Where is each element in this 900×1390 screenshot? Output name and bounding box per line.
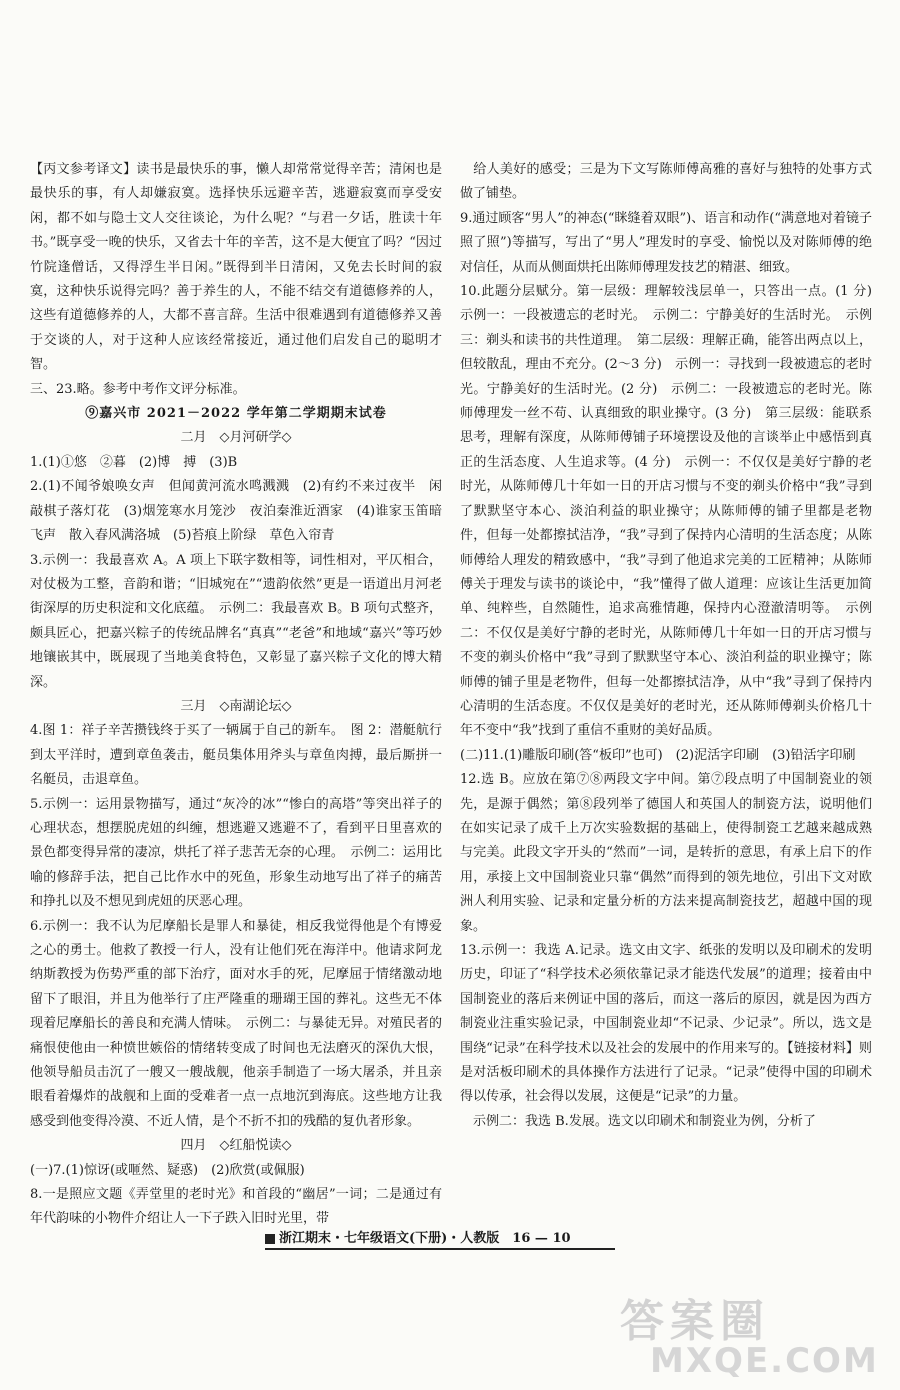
right-column <box>460 158 886 1134</box>
watermark-url: MXQE.COM <box>650 1341 879 1381</box>
square-icon <box>265 1234 275 1244</box>
answer-item: 4.图 1：祥子辛苦攒钱终于买了一辆属于自己的新车。 图 2：潜艇航行到太平洋时，遭到章鱼袭击，艇员集体用斧头与章鱼肉搏，最后厮拼一名艇员，击退章鱼。 <box>30 723 442 788</box>
answer-item: 2.(1)不闻爷娘唤女声 但闻黄河流水鸣溅溅 (2)有约不来过夜半 闲敲棋子落灯花 (3)烟笼寒水月笼沙 夜泊秦淮近酒家 (4)谁家玉笛暗飞声 散入春风满洛城 (5)苔痕上阶绿 草色入帘青 <box>30 479 442 544</box>
paragraph: 【丙文参考译文】读书是最快乐的事，懒人却常常觉得辛苦；清闲也是最快乐的事，有人却嫌寂寞。选择快乐远避辛苦，逃避寂寞而享受安闲，都不如与隐士文人交往谈论，为什么呢？“与君一夕话，胜读十年书。”既享受一晚的快乐，又省去十年的辛苦，这不是大便宜了吗？“因过竹院逢僧话，又得浮生半日闲。”既得到半日清闲，又免去长时间的寂寞，这种快乐说得完吗？善于养生的人，不能不结交有道德修养的人，这些有道德修养的人，大都不喜言辞。生活中很难遇到有道德修养又善于交谈的人，对于这种人应该经常接近，通过他们启发自己的聪明才智。 <box>30 162 442 373</box>
exam-title: ⑨嘉兴市 2021－2022 学年第二学期期末试卷 <box>85 406 387 422</box>
page-footer <box>265 1227 571 1246</box>
watermark-logo: 答案圈 <box>620 1296 770 1347</box>
answer-item: 5.示例一：运用景物描写，通过“灰冷的冰”“惨白的高塔”等突出祥子的心理状态，想摆脱虎妞的纠缠，想逃避又逃避不了，看到平日里喜欢的景色都变得异常的凄凉，烘托了祥子悲苦无奈的心理。 示例二：运用比喻的修辞手法，把自己比作水中的死鱼，形象生动地写出了祥子的痛苦和挣扎以及不想见到虎妞的厌恶心理。 <box>30 796 442 910</box>
answer-item: 6.示例一：我不认为尼摩船长是罪人和暴徒，相反我觉得他是个有博爱之心的勇士。他救了教授一行人，没有让他们死在海洋中。他请求阿龙纳斯教授为伤势严重的部下治疗，面对水手的死，尼摩屈于情绪激动地留下了眼泪，并且为他举行了庄严隆重的珊瑚王国的葬礼。这些无不体现着尼摩船长的善良和充满人情味。 示例二：与暴徒无异。对殖民者的痛恨使他由一种愤世嫉俗的情绪转变成了时间也无法磨灭的深仇大恨，他领导船员击沉了一艘又一艘战舰，他亲手制造了一场大屠杀，并且亲眼看着爆炸的战舰和上面的受难者一点一点地沉到海底。这些地方让我感受到他变得冷漠、不近人情，是个不折不扣的残酷的复仇者形象。 <box>30 918 442 1129</box>
answer-item: 9.通过顾客“男人”的神态(“眯缝着双眼”)、语言和动作(“满意地对着镜子照了照”)等描写，写出了“男人”理发时的享受、愉悦以及对陈师傅的绝对信任，从而从侧面烘托出陈师傅理发技艺的精湛、细致。 <box>460 210 872 275</box>
answer-item: 8.一是照应文题《弄堂里的老时光》和首段的“幽居”一词；二是通过有年代韵味的小物件介绍让人一下子跌入旧时光里，带 <box>30 1187 442 1227</box>
answer-item: 给人美好的感受；三是为下文写陈师傅高雅的喜好与独特的处事方式做了铺垫。 <box>460 162 872 202</box>
answer-item: (一)7.(1)惊讶(或咂然、疑惑) (2)欣赏(或佩服) <box>30 1162 305 1178</box>
answer-item: 13.示例一：我选 A.记录。选文由文字、纸张的发明以及印刷术的发明历史，印证了“科学技术必须依靠记录才能迭代发展”的道理；接着由中国制瓷业的落后来例证中国的落后，而这一落后的原因，就是因为西方制瓷业注重实验记录，中国制瓷业却“不记录、少记录”。所以，选文是围绕“记录”在科学技术以及社会的发展中的作用来写的。【链接材料】则是对活板印刷术的具体操作方法进行了记录。“记录”使得中国的印刷术得以传承，社会得以发展，这便是“记录”的力量。 <box>460 943 872 1105</box>
section-heading: 三月 ◇南湖论坛◇ <box>180 698 292 714</box>
section-heading: 二月 ◇月河研学◇ <box>180 430 292 446</box>
left-column <box>30 158 442 1232</box>
answer-item: (二)11.(1)雕版印刷(答“板印”也可) (2)泥活字印刷 (3)铅活字印刷 <box>460 747 856 763</box>
answer-item: 10.此题分层赋分。第一层级：理解较浅层单一，只答出一点。(1 分) 示例一：一段被遗忘的老时光。 示例二：宁静美好的生活时光。 示例三：剃头和读书的共性道理。 第二层级：理解正确，能答出两点以上，但较散乱，理由不充分。(2～3 分) 示例一：寻找到一段被遗忘的老时光。宁静美好的生活时光。(2 分) 示例二：一段被遗忘的老时光。陈师傅理发一丝不苟、认真细致的职业操守。(3 分) 第三层级：能联系思考，理解有深度，从陈师傅铺子环境摆设及他的言谈举止中感悟到真正的生活态度、人生追求等。(4 分) 示例一：不仅仅是美好宁静的老时光，从陈师傅几十年如一日的开店习惯与不变的剃头价格中“我”寻到了默默坚守本心、淡泊利益的职业操守；从陈师傅的铺子里都是老物件，但每一处都擦拭洁净，“我”寻到了保持内心清明的生活态度；从陈师傅给人理发的精致感中，“我”寻到了他追求完美的工匠精神；从陈师傅关于理发与读书的谈论中，“我”懂得了做人道理：应该让生活更加简单、纯粹些，自然随性，追求高雅情趣，保持内心澄澈清明等。 示例二：不仅仅是美好宁静的老时光，从陈师傅几十年如一日的开店习惯与不变的剃头价格中“我”寻到了默默坚守本心、淡泊利益的职业操守；陈师傅的铺子里是老物件，但每一处都擦拭洁净，从中“我”寻到了保持内心清明的生活态度。不仅仅是美好的老时光，还从陈师傅剃头价格几十年不变中“我”找到了重信不重财的美好品质。 <box>460 284 886 739</box>
answer-item: 1.(1)①悠 ②暮 (2)博 搏 (3)B <box>30 454 238 470</box>
watermark <box>620 1285 880 1385</box>
paragraph: 三、23.略。参考中考作文评分标准。 <box>30 381 246 397</box>
answer-item: 3.示例一：我最喜欢 A。A 项上下联字数相等，词性相对，平仄相合，对仗极为工整，音韵和谐；“旧城宛在”“遗韵依然”更是一语道出月河老街深厚的历史积淀和文化底蕴。 示例二：我最喜欢 B。B 项句式整齐，颇具匠心，把嘉兴粽子的传统品牌名“真真”“老爸”和地域“嘉兴”等巧妙地镶嵌其中，既展现了当地美食特色，又彰显了嘉兴粽子文化的博大精深。 <box>30 552 442 690</box>
answer-item: 12.选 B。应放在第⑦⑧两段文字中间。第⑦段点明了中国制瓷业的领先，是源于偶然；第⑧段列举了德国人和英国人的制瓷方法，说明他们在如实记录了成千上万次实验数据的基础上，使得制瓷工艺越来越成熟与完美。此段文字开头的“然而”一词，是转折的意思，有承上启下的作用，承接上文中国制瓷业只靠“偶然”而得到的领先地位，引出下文对欧洲人利用实验、记录和定量分析的方法来提高制瓷技艺，超越中国的现象。 <box>460 772 872 934</box>
answer-item: 示例二：我选 B.发展。选文以印刷术和制瓷业为例，分析了 <box>460 1113 816 1129</box>
footer-divider <box>265 1248 615 1250</box>
section-heading: 四月 ◇红船悦读◇ <box>180 1138 292 1154</box>
footer-text: 浙江期末・七年级语文(下册)・人教版 16 — 10 <box>279 1231 571 1246</box>
